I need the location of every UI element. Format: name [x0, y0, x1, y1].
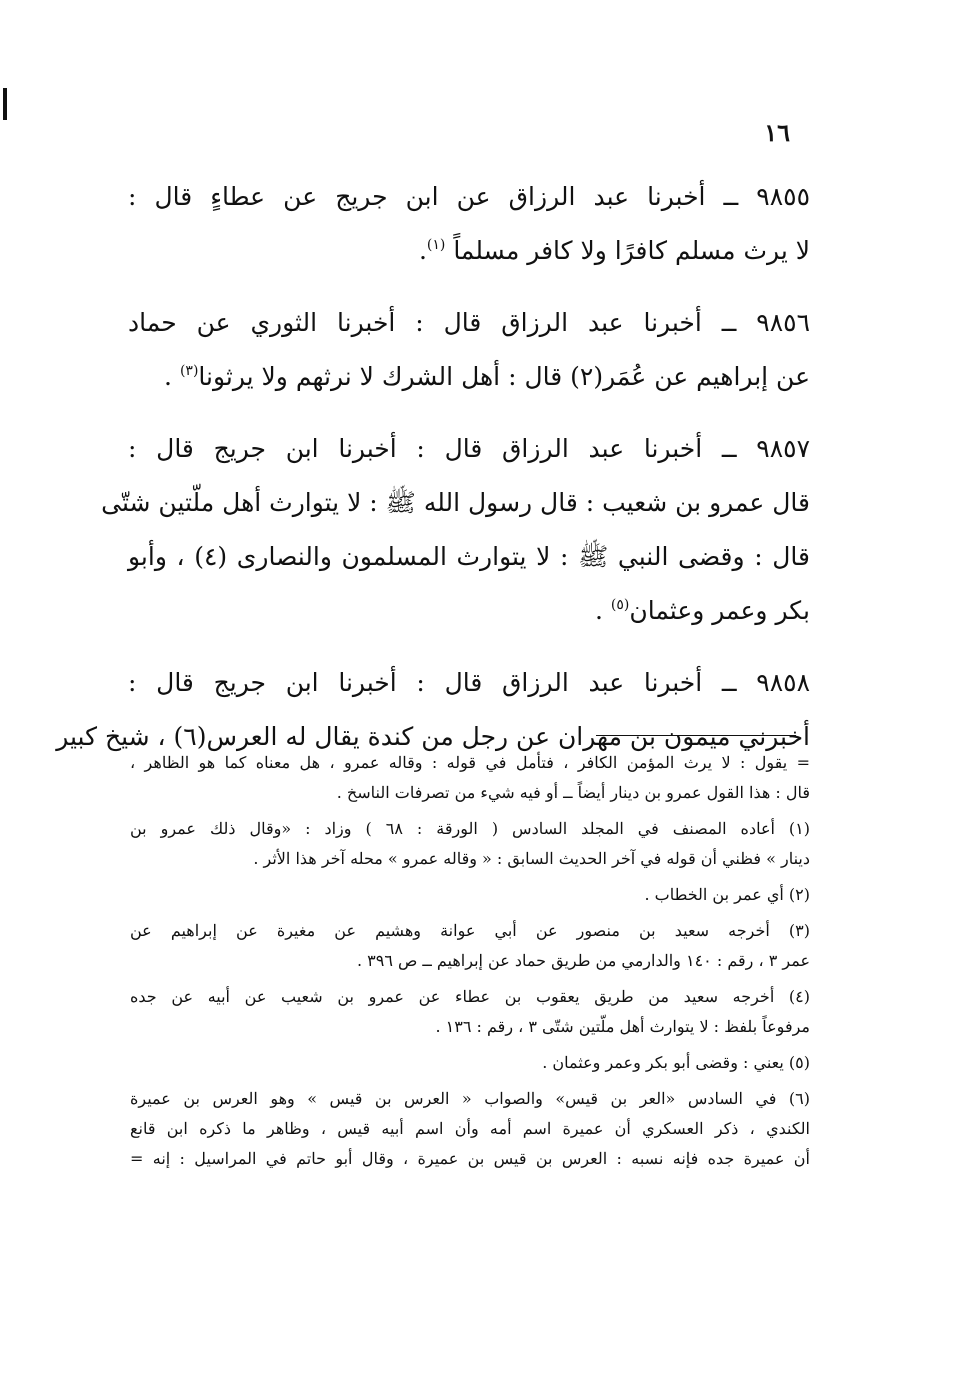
hadith-line: قال عمرو بن شعيب : قال رسول الله ﷺ : لا يتوارث أهل ملّتين شتّى: [101, 488, 810, 517]
line-end-punct: .: [164, 362, 172, 391]
footnote-line: (٤) أخرجه سعيد من طريق يعقوب بن عطاء عن عمرو بن شعيب عن أبيه عن جده: [130, 987, 810, 1006]
footnote-line: قال : هذا القول عمرو بن دينار أيضاً ــ أو فيه شيء من تصرفات الناسخ .: [336, 783, 810, 802]
footnote-line: الكندي ، ذكر العسكري أن عميرة اسم أمه وأن اسم أبيه قيس ، وظاهر ما ذكره ابن قانع: [130, 1119, 810, 1138]
footnotes: [130, 748, 810, 1180]
hadith-line: [128, 350, 810, 404]
hadith-line: ٩٨٥٥ ــ أخبرنا عبد الرزاق عن ابن جريج عن عطاءٍ قال :: [128, 182, 810, 211]
footnote-line: (١) أعاده المصنف في المجلد السادس ( الورقة : ٦٨ ) وزاد : «وقال ذلك عمرو بن: [130, 819, 811, 838]
footnote-4: [130, 982, 810, 1042]
footnote-line: (٥) يعني : وقضى أبو بكر وعمر وعثمان .: [542, 1053, 810, 1072]
main-text: [56, 170, 810, 782]
page-edge-mark: [3, 88, 7, 120]
footnote-line: (٦) في السادس «العر بن قيس» والصواب « العرس بن قيس » وهو العرس بن عميرة: [130, 1089, 810, 1108]
line-end-punct: .: [594, 596, 603, 625]
hadith-line: ٩٨٥٧ ــ أخبرنا عبد الرزاق قال : أخبرنا ابن جريج قال :: [128, 434, 810, 463]
hadith-line: قال : وقضى النبي ﷺ : لا يتوارث المسلمون والنصارى (٤) ، وأبو: [128, 542, 810, 571]
footnote-line: مرفوعاً بلفظ : لا يتوارث أهل ملّتين شتّى ٣ ، رقم : ١٣٦ .: [435, 1017, 810, 1036]
footnote-2: [130, 880, 810, 910]
hadith-line-text: عن إبراهيم عن عُمَر(٢) قال : أهل الشرك لا نرثهم ولا يرثونا: [198, 362, 810, 391]
footnote-ref: (١): [426, 237, 446, 253]
footnote-line: = يقول : لا يرث المؤمن الكافر ، فتأمل في قوله : وقاله عمرو ، هل معناه كما هو الظاهر ،: [130, 753, 810, 772]
footnote-5: [130, 1048, 810, 1078]
footnote-ref: (٥): [610, 597, 630, 613]
footnote-line: أن عميرة جده فإنه نسبه : العرس بن قيس بن عميرة ، وقال أبو حاتم في المراسيل : إنه =: [130, 1149, 810, 1168]
hadith-line-text: بكر وعمر وعثمان: [629, 596, 810, 625]
hadith-9857: [101, 422, 810, 638]
footnote-3: [130, 916, 810, 976]
hadith-9856: [128, 296, 810, 404]
hadith-9855: [128, 170, 810, 278]
hadith-line: ٩٨٥٦ ــ أخبرنا عبد الرزاق قال : أخبرنا الثوري عن حماد: [128, 308, 810, 337]
line-end-punct: .: [418, 236, 427, 265]
hadith-line: أخبرني ميمون بن مهران عن رجل من كندة يقال له العرس(٦) ، شيخ كبير: [56, 722, 810, 751]
footnote-continuation: [130, 748, 810, 808]
footnote-divider: [596, 735, 796, 736]
footnote-1: [130, 814, 810, 874]
hadith-line: ٩٨٥٨ ــ أخبرنا عبد الرزاق قال : أخبرنا ابن جريج قال :: [128, 668, 810, 697]
footnote-line: دينار » فظني أن قوله في آخر الحديث السابق : « وقاله عمرو » محله آخر هذا الأثر .: [253, 849, 810, 868]
hadith-line: [128, 584, 810, 638]
footnote-ref: (٣): [179, 363, 199, 379]
footnote-line: (٢) أي عمر بن الخطاب .: [644, 885, 810, 904]
hadith-line: [128, 224, 810, 278]
footnote-6: [130, 1084, 810, 1174]
footnote-line: عمر ٣ ، رقم : ١٤٠ والدارمي من طريق حماد عن إبراهيم ــ ص ٣٩٦ .: [356, 951, 810, 970]
footnote-line: (٣) أخرجه سعيد بن منصور عن أبي عوانة وهشيم عن مغيرة عن إبراهيم عن: [130, 921, 811, 940]
hadith-line-text: لا يرث مسلم كافرًا ولا كافر مسلماً: [453, 236, 810, 265]
page-number: ١٦: [764, 118, 790, 147]
